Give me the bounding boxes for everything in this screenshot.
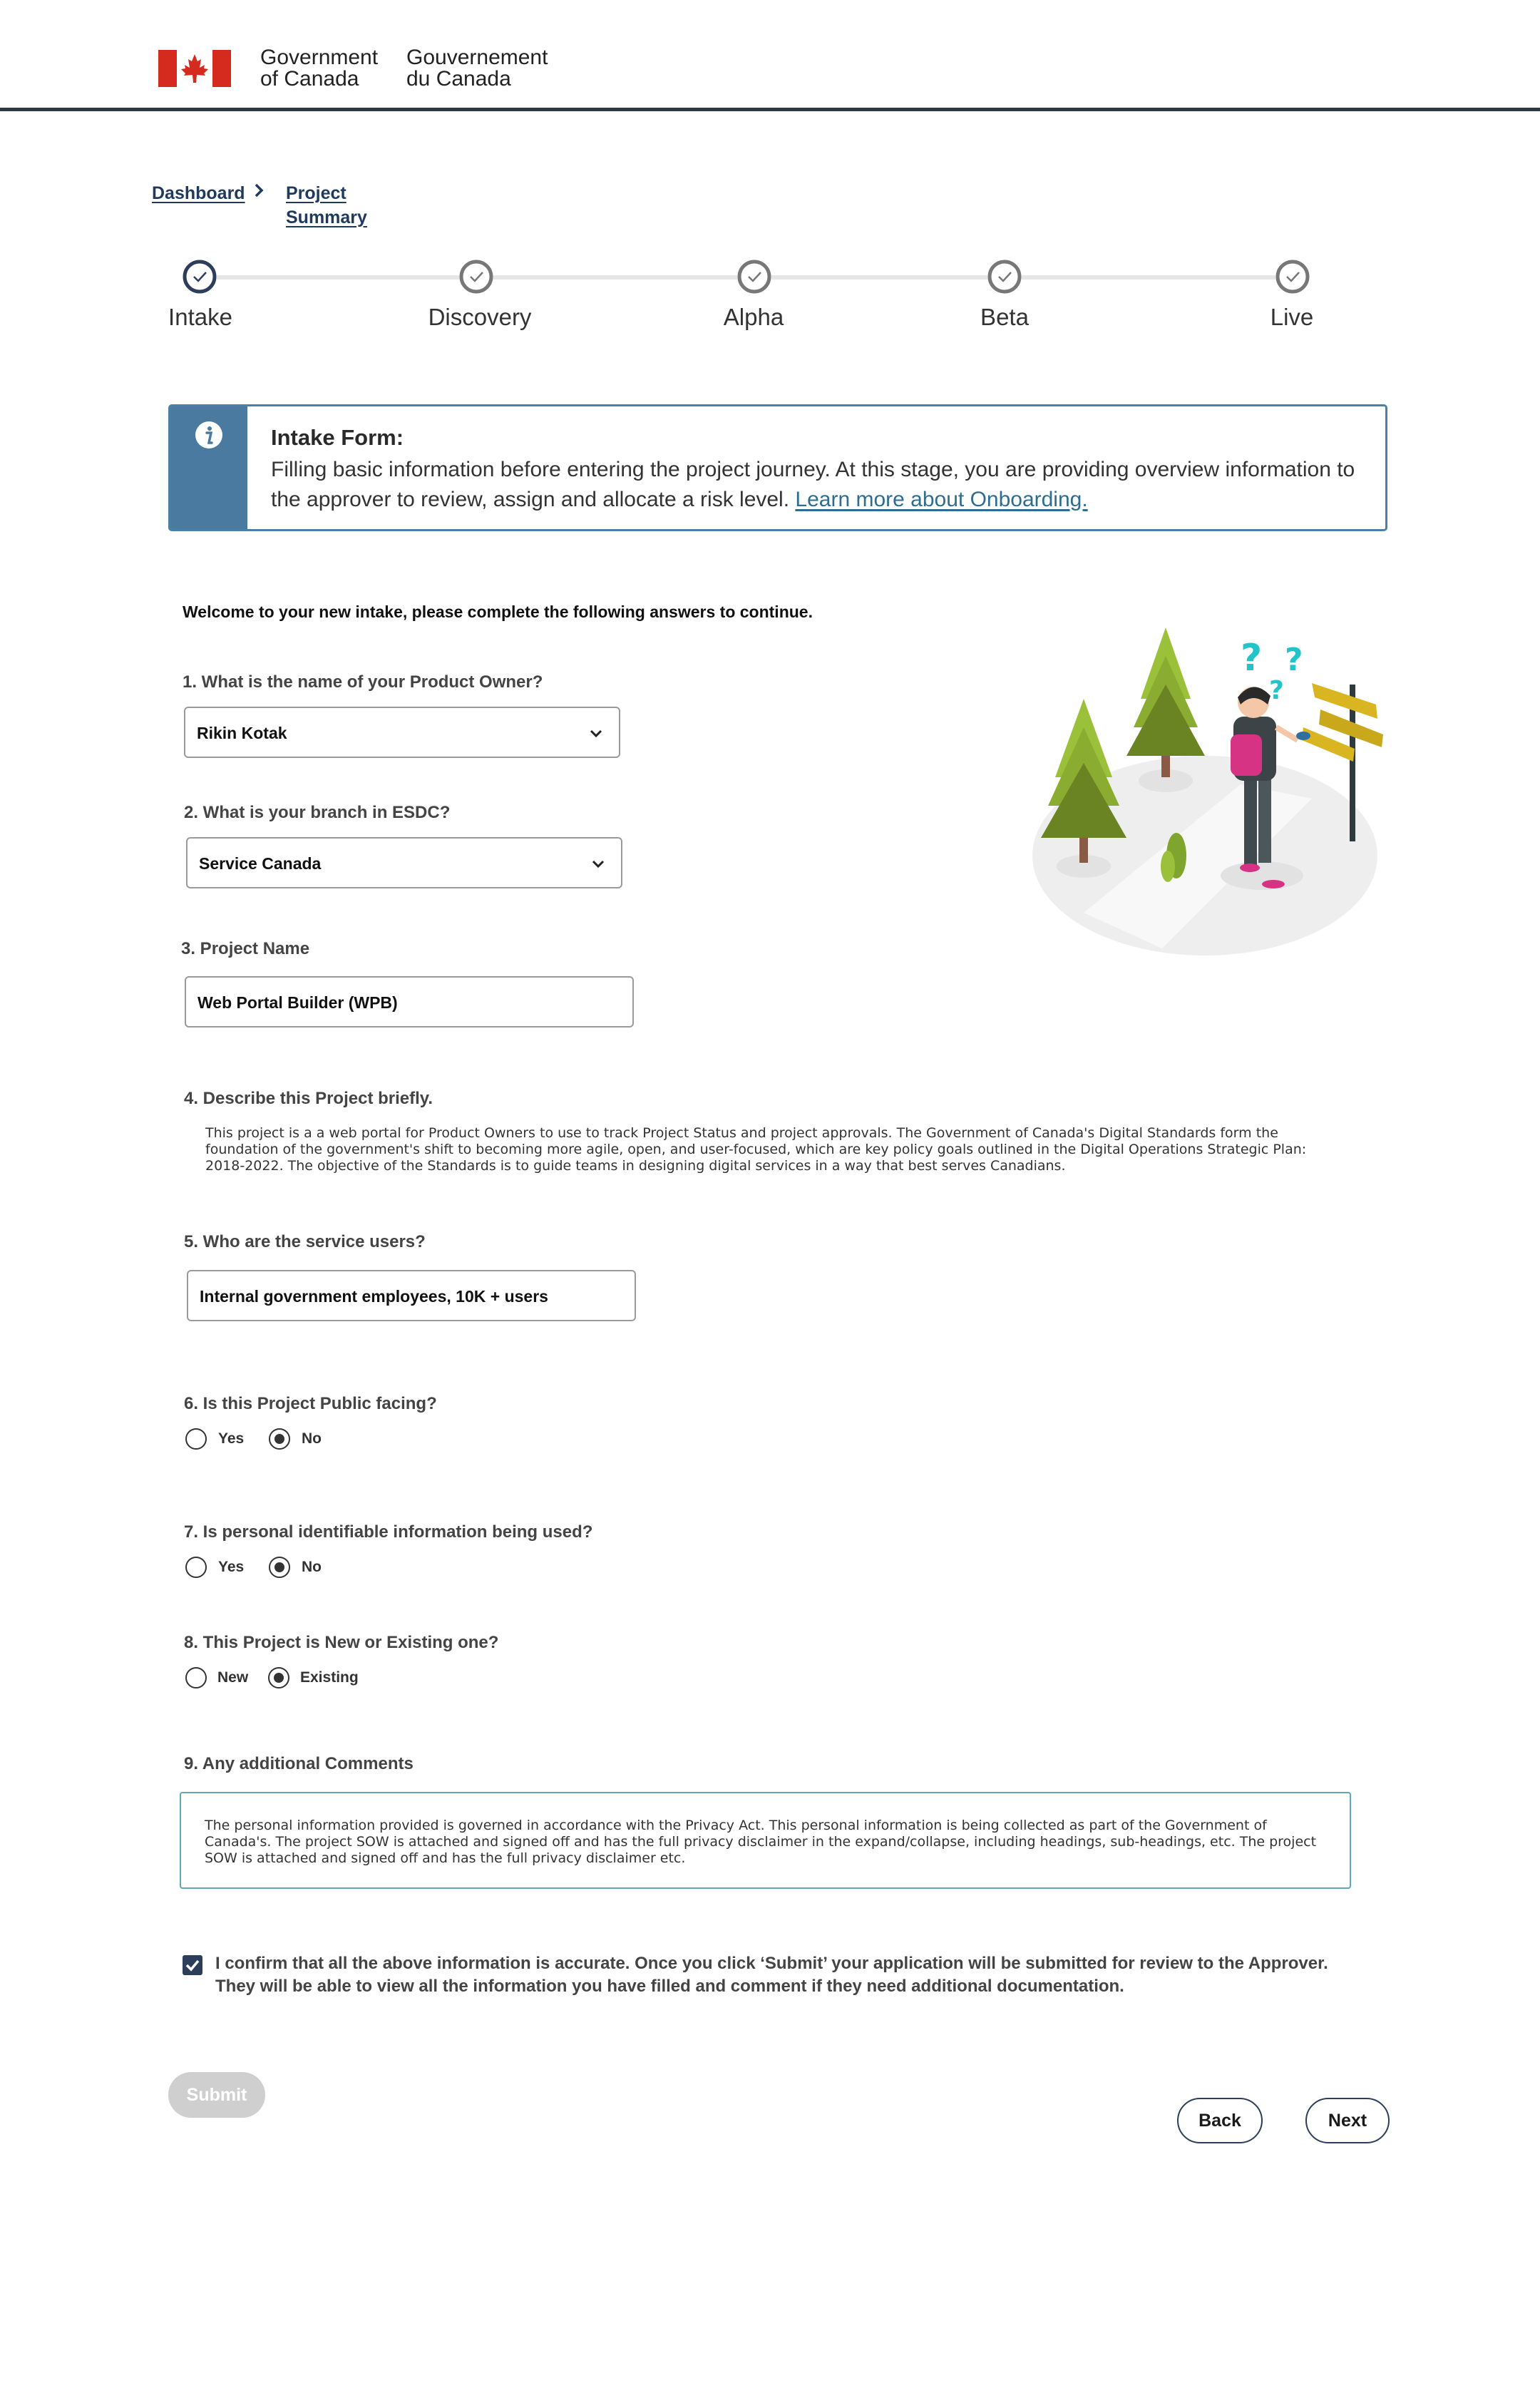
step-live-label[interactable]: Live: [1270, 304, 1314, 330]
confirm-checkbox[interactable]: [183, 1955, 202, 1975]
check-icon: [183, 260, 217, 294]
svg-text:?: ?: [1269, 676, 1284, 705]
project-name-input[interactable]: [185, 976, 634, 1027]
confirm-line1: I confirm that all the above information is accurate. Once you click ‘Submit’ your application will be submitted for review to the Approver.: [215, 1954, 1328, 1973]
breadcrumb-project-summary-line1: Project: [286, 183, 346, 203]
back-button[interactable]: Back: [1177, 2098, 1263, 2143]
q8-label: 8. This Project is New or Existing one?: [184, 1633, 499, 1652]
q1-label: 1. What is the name of your Product Owner?: [183, 672, 543, 692]
check-icon: [183, 1955, 202, 1975]
form-intro: Welcome to your new intake, please complete the following answers to continue.: [183, 603, 813, 621]
info-icon: [195, 421, 223, 449]
brand-french: [406, 47, 548, 90]
q8-new-radio[interactable]: [185, 1667, 207, 1688]
check-icon: [987, 260, 1022, 294]
q7-no-radio[interactable]: [269, 1557, 290, 1578]
product-owner-value: Rikin Kotak: [197, 724, 287, 742]
q5-label: 5. Who are the service users?: [184, 1232, 426, 1251]
service-users-input[interactable]: [187, 1270, 636, 1321]
breadcrumb-dashboard[interactable]: Dashboard: [152, 183, 245, 203]
learn-more-onboarding-link[interactable]: Learn more about Onboarding.: [795, 488, 1088, 511]
q2-label: 2. What is your branch in ESDC?: [184, 803, 451, 822]
site-header: [0, 0, 1540, 111]
project-description-text[interactable]: This project is a a web portal for Product Owners to use to track Project Status and project approvals. The Government of Canada's Digital Standards form the foundation of the government's shift to becoming more agile, open, and user-focused, which are key policy goals outlined in the Digital Operations Strategic Plan: 2018-2022. The objective of the Standards is to guide teams in designing digital services in a way that best serves Canadians.: [205, 1125, 1307, 1174]
alert-title: Intake Form:: [271, 425, 404, 450]
q8-new-label[interactable]: New: [217, 1669, 249, 1686]
project-name-value: Web Portal Builder (WPB): [197, 993, 398, 1012]
check-icon: [1275, 260, 1310, 294]
q8-existing-label[interactable]: Existing: [300, 1669, 359, 1686]
q7-yes-radio[interactable]: [185, 1557, 207, 1578]
brand-english: [260, 47, 378, 90]
intake-info-alert: [168, 404, 1387, 531]
confirm-statement[interactable]: [215, 1952, 1370, 1998]
svg-text:?: ?: [1241, 637, 1263, 680]
brand-en-line1: Government: [260, 46, 379, 69]
brand-fr-line1: Gouvernement: [406, 46, 548, 69]
chevron-down-icon: [589, 727, 603, 741]
step-discovery-indicator[interactable]: [459, 260, 493, 294]
step-alpha-label[interactable]: Alpha: [723, 304, 784, 330]
step-intake-label[interactable]: Intake: [168, 304, 232, 330]
check-icon: [737, 260, 771, 294]
chevron-right-icon: [251, 183, 267, 198]
branch-value: Service Canada: [199, 854, 322, 873]
brand-en-line2: of Canada: [260, 67, 359, 91]
alert-body: [271, 455, 1362, 515]
q8-existing-radio[interactable]: [268, 1667, 289, 1688]
q6-no-label[interactable]: No: [302, 1430, 322, 1447]
step-alpha-indicator[interactable]: [737, 260, 771, 294]
confirm-line2: They will be able to view all the information you have filled and comment if they need additional documentation.: [215, 1977, 1124, 1996]
comments-value: The personal information provided is governed in accordance with the Privacy Act. This personal information is being collected as part of the Government of Canada's. The project SOW is attached and signed off and has the full privacy disclaimer in the expand/collapse, including headings, sub-headings, etc. The project SOW is attached and signed off and has the full privacy disclaimer etc.: [205, 1818, 1317, 1866]
product-owner-select[interactable]: [184, 707, 620, 758]
q7-no-label[interactable]: No: [302, 1559, 322, 1575]
q9-label: 9. Any additional Comments: [184, 1754, 414, 1773]
q7-label: 7. Is personal identifiable information being used?: [184, 1522, 593, 1542]
lost-traveler-illustration: [1027, 620, 1390, 963]
q6-no-radio[interactable]: [269, 1428, 290, 1450]
branch-select[interactable]: [186, 837, 622, 888]
service-users-value: Internal government employees, 10K + users: [200, 1287, 548, 1306]
step-discovery-label[interactable]: Discovery: [428, 304, 532, 330]
q6-label: 6. Is this Project Public facing?: [184, 1394, 437, 1413]
q6-yes-radio[interactable]: [185, 1428, 207, 1450]
submit-button[interactable]: Submit: [168, 2072, 265, 2118]
q3-label: 3. Project Name: [181, 939, 310, 958]
comments-textarea[interactable]: [180, 1792, 1351, 1889]
alert-body-text: Filling basic information before entering the project journey. At this stage, you are providing overview information to the approver to review, assign and allocate a risk level.: [271, 458, 1355, 511]
q6-yes-label[interactable]: Yes: [218, 1430, 245, 1447]
step-live-indicator[interactable]: [1275, 260, 1310, 294]
svg-text:?: ?: [1285, 642, 1303, 678]
q7-yes-label[interactable]: Yes: [218, 1559, 245, 1575]
q4-label: 4. Describe this Project briefly.: [184, 1089, 433, 1108]
canada-flag-icon[interactable]: [158, 50, 231, 87]
chevron-down-icon: [591, 857, 605, 871]
breadcrumb-project-summary[interactable]: [286, 181, 367, 230]
step-beta-label[interactable]: Beta: [980, 304, 1029, 330]
brand-fr-line2: du Canada: [406, 67, 511, 91]
step-intake-indicator[interactable]: [183, 260, 217, 294]
next-button[interactable]: Next: [1305, 2098, 1390, 2143]
breadcrumb-project-summary-line2: Summary: [286, 207, 367, 227]
step-beta-indicator[interactable]: [987, 260, 1022, 294]
check-icon: [459, 260, 493, 294]
